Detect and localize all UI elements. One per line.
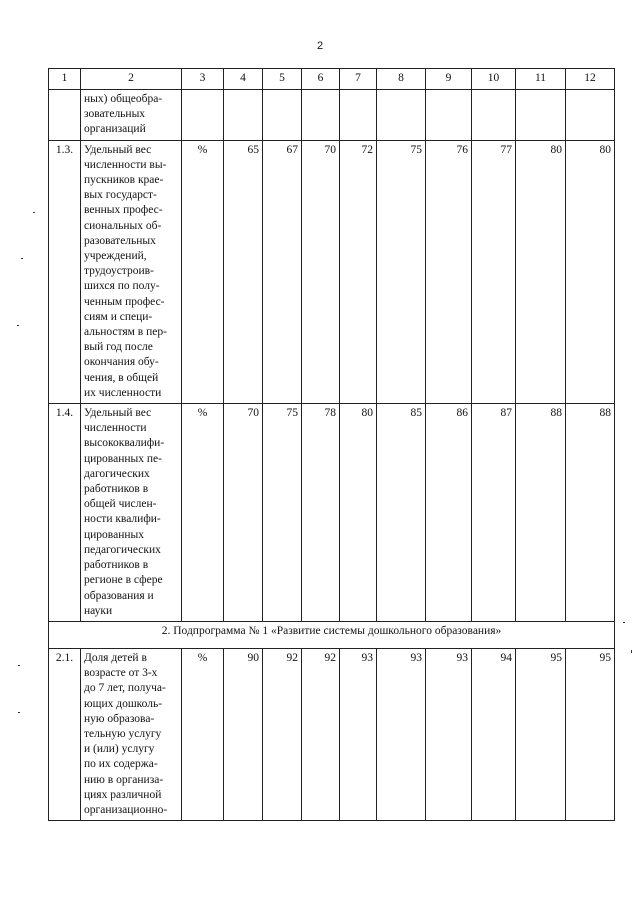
table-row bbox=[49, 648, 615, 820]
indicator-name-line: науки bbox=[84, 604, 113, 617]
value-cell: 87 bbox=[472, 404, 516, 622]
unit-cell bbox=[182, 90, 224, 141]
scan-speck bbox=[18, 712, 20, 713]
indicator-name-line: Удельный вес bbox=[84, 143, 152, 156]
column-header-8: 8 bbox=[377, 69, 426, 90]
indicator-name-line: организационно- bbox=[84, 803, 168, 816]
indicator-name-line: учреждений, bbox=[84, 250, 147, 263]
indicator-name-line: цированных пе- bbox=[84, 452, 162, 465]
scan-speck bbox=[17, 325, 19, 326]
indicator-name-line: вых государст- bbox=[84, 189, 157, 202]
value-cell: 77 bbox=[472, 140, 516, 403]
value-cell: 65 bbox=[224, 140, 263, 403]
value-cell bbox=[377, 90, 426, 141]
indicator-name-line: педагогических bbox=[84, 543, 161, 556]
indicator-name-line: организаций bbox=[84, 123, 146, 136]
indicator-name-line: тельную услугу bbox=[84, 727, 162, 740]
value-cell: 72 bbox=[340, 140, 377, 403]
indicator-name bbox=[81, 404, 182, 622]
unit-cell: % bbox=[182, 404, 224, 622]
value-cell: 93 bbox=[426, 648, 472, 820]
indicator-name-line: вый год после bbox=[84, 341, 153, 354]
value-cell bbox=[263, 90, 302, 141]
indicator-name-line: пускников крае- bbox=[84, 174, 164, 187]
column-header-4: 4 bbox=[224, 69, 263, 90]
section-row bbox=[49, 621, 615, 648]
indicator-name-line: и (или) услугу bbox=[84, 743, 155, 756]
value-cell bbox=[566, 90, 615, 141]
value-cell: 80 bbox=[516, 140, 566, 403]
indicator-name-line: альностям в пер- bbox=[84, 326, 167, 339]
row-number: 1.4. bbox=[49, 404, 81, 622]
indicator-name-line: до 7 лет, получа- bbox=[84, 682, 166, 695]
value-cell: 92 bbox=[263, 648, 302, 820]
scan-speck bbox=[33, 212, 35, 213]
indicator-name-line: дагогических bbox=[84, 467, 150, 480]
scan-speck bbox=[21, 258, 23, 259]
value-cell bbox=[302, 90, 340, 141]
value-cell: 76 bbox=[426, 140, 472, 403]
column-header-7: 7 bbox=[340, 69, 377, 90]
indicator-name-line: шихся по полу- bbox=[84, 280, 160, 293]
indicator-name-line: Доля детей в bbox=[84, 651, 147, 664]
indicator-name-line: по их содержа- bbox=[84, 758, 158, 771]
indicator-name-line: ющих дошколь- bbox=[84, 697, 163, 710]
value-cell bbox=[340, 90, 377, 141]
indicator-name-line: разовательных bbox=[84, 234, 156, 247]
indicator-name-line: ченным профес- bbox=[84, 295, 165, 308]
indicator-name-line: нию в организа- bbox=[84, 773, 164, 786]
indicators-table bbox=[48, 68, 615, 821]
value-cell: 75 bbox=[377, 140, 426, 403]
value-cell: 85 bbox=[377, 404, 426, 622]
row-number bbox=[49, 90, 81, 141]
value-cell: 94 bbox=[472, 648, 516, 820]
indicator-name-line: окончания обу- bbox=[84, 356, 159, 369]
column-header-12: 12 bbox=[566, 69, 615, 90]
indicator-name-line: сиям и специ- bbox=[84, 310, 153, 323]
value-cell: 75 bbox=[263, 404, 302, 622]
column-header-2: 2 bbox=[81, 69, 182, 90]
indicator-name bbox=[81, 140, 182, 403]
indicator-name bbox=[81, 90, 182, 141]
indicator-name-line: трудоустроив- bbox=[84, 265, 154, 278]
column-header-5: 5 bbox=[263, 69, 302, 90]
table-row bbox=[49, 90, 615, 141]
indicator-name bbox=[81, 648, 182, 820]
column-header-9: 9 bbox=[426, 69, 472, 90]
indicator-name-line: венных профес- bbox=[84, 204, 163, 217]
row-number: 2.1. bbox=[49, 648, 81, 820]
indicator-name-line: образования и bbox=[84, 589, 154, 602]
page-number: 2 bbox=[316, 40, 324, 52]
column-header-1: 1 bbox=[49, 69, 81, 90]
value-cell bbox=[516, 90, 566, 141]
column-header-11: 11 bbox=[516, 69, 566, 90]
indicator-name-line: работников в bbox=[84, 483, 149, 496]
scan-speck bbox=[18, 665, 20, 666]
value-cell: 67 bbox=[263, 140, 302, 403]
value-cell: 70 bbox=[302, 140, 340, 403]
value-cell: 88 bbox=[516, 404, 566, 622]
section-title: 2. Подпрограмма № 1 «Развитие системы дошкольного образования» bbox=[49, 621, 615, 648]
table-body bbox=[49, 90, 615, 821]
table-row bbox=[49, 140, 615, 403]
unit-cell: % bbox=[182, 140, 224, 403]
indicator-name-line: чения, в общей bbox=[84, 371, 159, 384]
indicator-name-line: их численности bbox=[84, 386, 162, 399]
indicator-name-line: численности bbox=[84, 422, 147, 435]
indicator-name-line: регионе в сфере bbox=[84, 574, 163, 587]
scan-speck bbox=[623, 622, 625, 623]
table-row bbox=[49, 404, 615, 622]
value-cell bbox=[224, 90, 263, 141]
indicator-name-line: численности вы- bbox=[84, 158, 167, 171]
value-cell: 90 bbox=[224, 648, 263, 820]
indicator-name-line: ную образова- bbox=[84, 712, 155, 725]
value-cell: 95 bbox=[566, 648, 615, 820]
value-cell bbox=[426, 90, 472, 141]
column-header-3: 3 bbox=[182, 69, 224, 90]
value-cell: 93 bbox=[340, 648, 377, 820]
value-cell: 93 bbox=[377, 648, 426, 820]
indicator-name-line: высококвалифи- bbox=[84, 437, 165, 450]
indicator-name-line: цированных bbox=[84, 528, 144, 541]
value-cell: 80 bbox=[340, 404, 377, 622]
indicator-name-line: ности квалифи- bbox=[84, 513, 161, 526]
indicator-name-line: циях различной bbox=[84, 788, 162, 801]
value-cell bbox=[472, 90, 516, 141]
indicator-name-line: Удельный вес bbox=[84, 407, 152, 420]
indicator-name-line: работников в bbox=[84, 559, 149, 572]
header-row bbox=[49, 69, 615, 90]
row-number: 1.3. bbox=[49, 140, 81, 403]
indicator-name-line: сиональных об- bbox=[84, 219, 162, 232]
indicator-name-line: зовательных bbox=[84, 108, 146, 121]
column-header-6: 6 bbox=[302, 69, 340, 90]
value-cell: 78 bbox=[302, 404, 340, 622]
value-cell: 80 bbox=[566, 140, 615, 403]
indicator-name-line: общей числен- bbox=[84, 498, 157, 511]
value-cell: 88 bbox=[566, 404, 615, 622]
value-cell: 92 bbox=[302, 648, 340, 820]
unit-cell: % bbox=[182, 648, 224, 820]
value-cell: 95 bbox=[516, 648, 566, 820]
value-cell: 70 bbox=[224, 404, 263, 622]
value-cell: 86 bbox=[426, 404, 472, 622]
column-header-10: 10 bbox=[472, 69, 516, 90]
indicator-name-line: возрасте от 3-х bbox=[84, 667, 158, 680]
scan-speck bbox=[631, 650, 632, 653]
indicator-name-line: ных) общеобра- bbox=[84, 93, 163, 105]
